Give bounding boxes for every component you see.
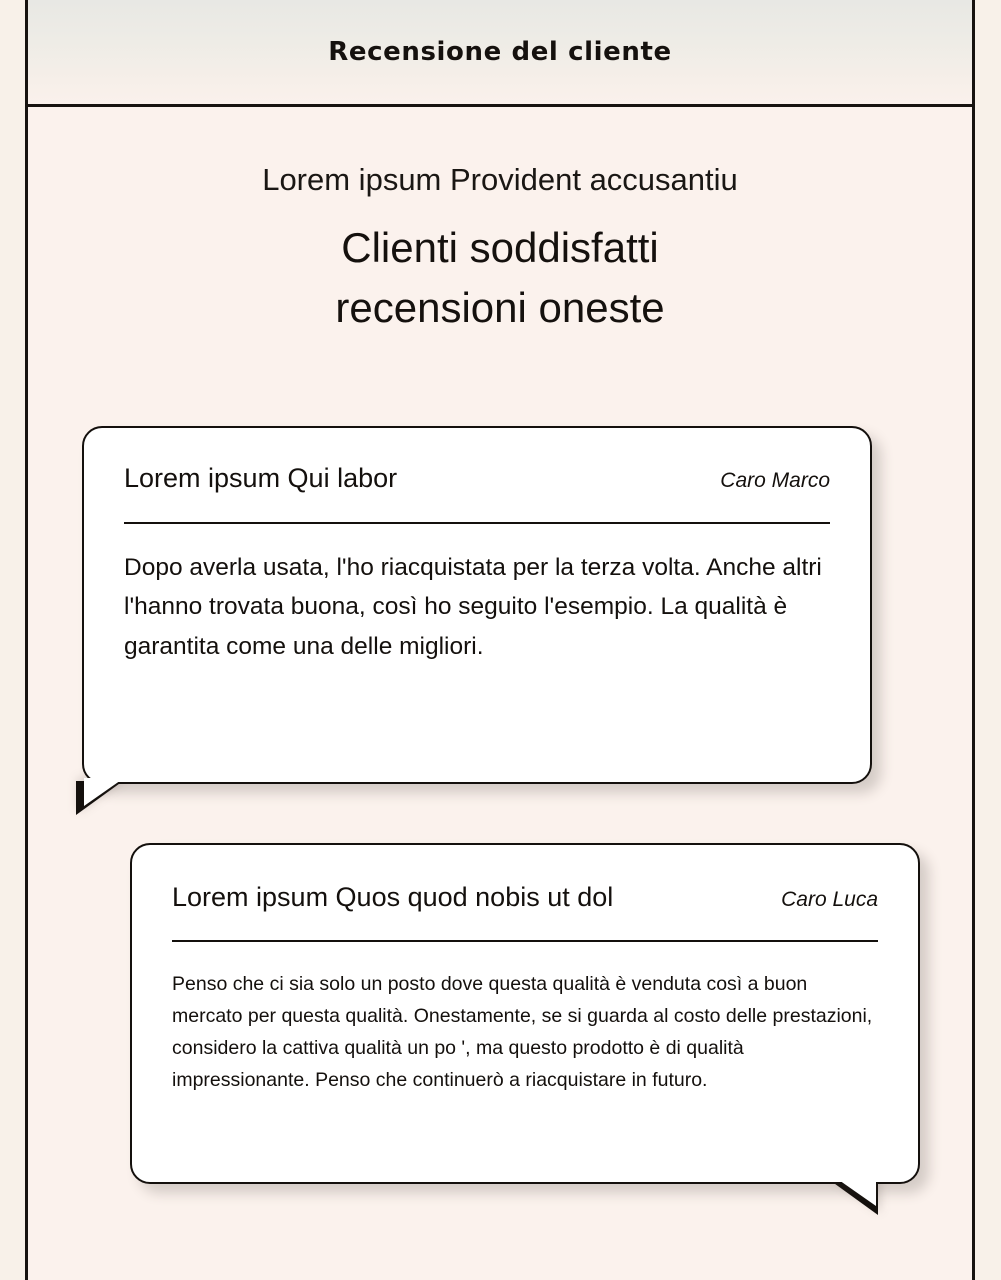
review-body: Penso che ci sia solo un posto dove questa qualità è venduta così a buon mercato per questa qualità. Onestamente, se si guarda al costo delle prestazioni, considero la cattiva qualità un po ', ma questo prodotto è di qualità impressionante. Penso che continuerò a riacquistare in futuro.: [172, 972, 873, 1091]
review-card: [82, 426, 872, 784]
review-card-header: [172, 881, 878, 915]
review-divider: [124, 522, 830, 524]
speech-tail-fill: [836, 1178, 876, 1206]
headline-line-2: recensioni oneste: [335, 283, 665, 331]
page-title: [25, 198, 975, 337]
review-body: Dopo averla usata, l'ho riacquistata per la terza volta. Anche altri l'hanno trovata buona, così ho seguito l'esempio. La qualità è garantita come una delle migliori.: [124, 553, 822, 661]
intro-eyebrow: Lorem ipsum Provident accusantiu: [262, 162, 738, 197]
page-header-title: Recensione del cliente: [328, 37, 672, 67]
review-card-header: [124, 462, 830, 496]
review-title: Lorem ipsum Qui labor: [124, 463, 398, 493]
headline-line-1: Clienti soddisfatti: [341, 224, 659, 272]
review-title: Lorem ipsum Quos quod nobis ut dol: [172, 882, 614, 912]
speech-tail-fill: [84, 778, 124, 806]
review-card: [130, 843, 920, 1184]
intro-section: [25, 107, 975, 337]
review-author: Caro Luca: [781, 888, 878, 911]
page-header: [25, 0, 975, 107]
review-author: Caro Marco: [720, 469, 830, 492]
review-divider: [172, 940, 878, 942]
